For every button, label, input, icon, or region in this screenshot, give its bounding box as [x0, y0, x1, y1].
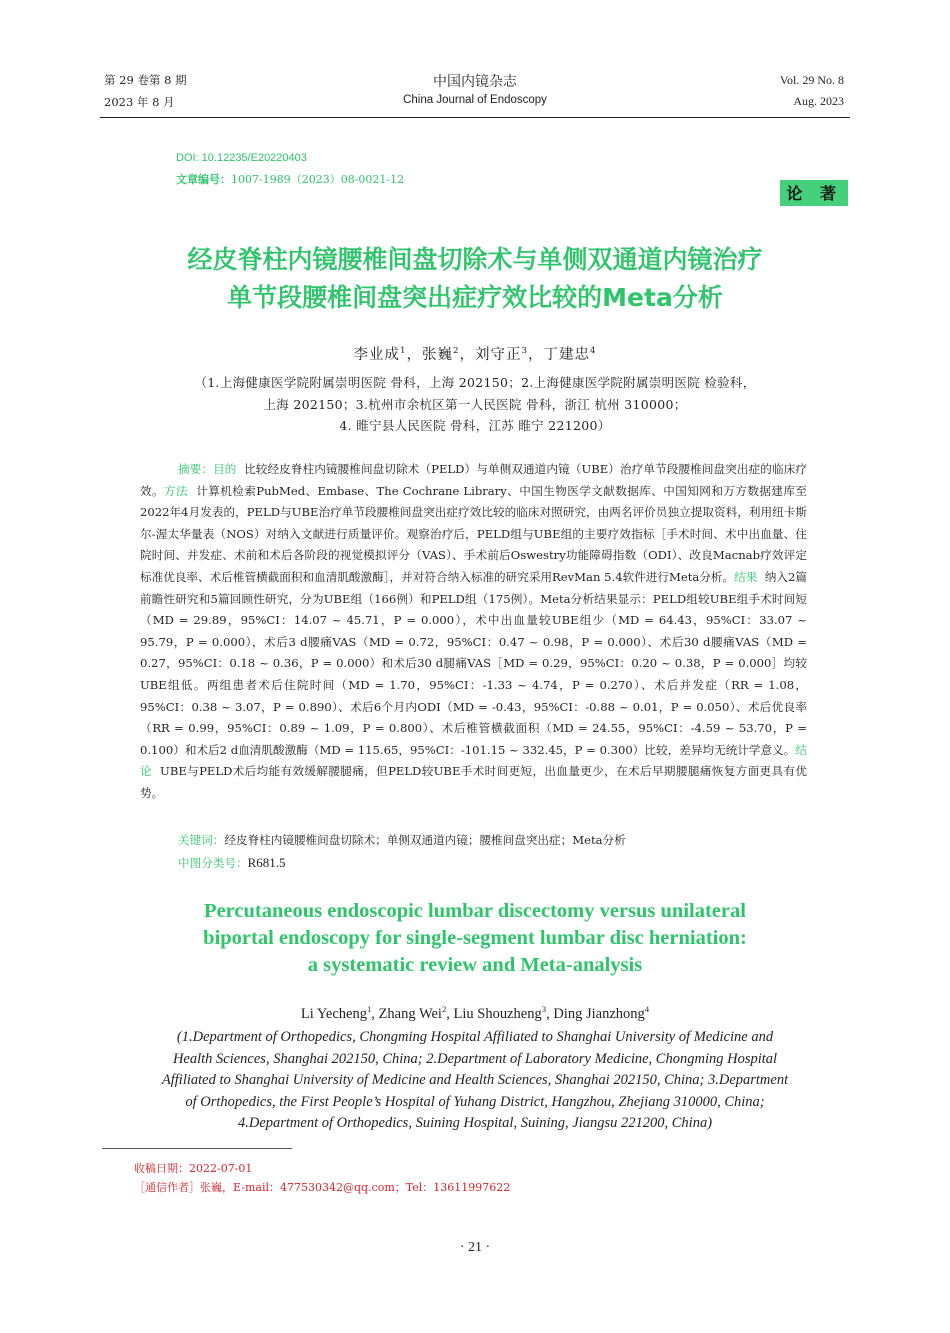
- author-sup: 3: [521, 346, 529, 357]
- methods-label: 方法: [164, 483, 189, 498]
- conclusion-label: 结论: [140, 742, 807, 779]
- conclusion-text: UBE与PELD术后均能有效缓解腰腿痛，但PELD较UBE手术时间更短，出血量更少，在术后早期腰腿痛恢复方面更具有优势。: [140, 764, 807, 800]
- affiliation-cn-line1: （1.上海健康医学院附属崇明医院 骨科，上海 202150；2.上海健康医学院附属崇明医院 检验科，: [194, 375, 756, 390]
- date-en: Aug. 2023: [793, 94, 844, 108]
- article-category-badge: 论 著: [780, 180, 848, 206]
- page-number: · 21 ·: [459, 1240, 491, 1255]
- keywords-line: [178, 832, 626, 848]
- affiliation-en-line2: Health Sciences, Shanghai 202150, China; 2.Department of Laboratory Medicine, Chongming Hospital: [172, 1051, 778, 1067]
- author-sup: 1: [399, 346, 407, 357]
- results-label: 结果: [734, 569, 758, 584]
- title-cn-line1: 经皮脊柱内镜腰椎间盘切除术与单侧双通道内镜治疗: [187, 245, 763, 274]
- affiliation-en-line1: (1.Department of Orthopedics, Chongming Hospital Affiliated to Shanghai University of Medicine and: [176, 1029, 774, 1045]
- header-rule: [100, 117, 850, 118]
- doi-label: DOI:: [176, 152, 202, 164]
- keywords-label: 关键词：: [178, 833, 225, 847]
- affiliation-cn-line3: 4. 睢宁县人民医院 骨科，江苏 睢宁 221200）: [339, 418, 611, 433]
- author-en: Liu Shouzheng: [453, 1005, 542, 1022]
- corresponding-author: ［通信作者］张巍，E-mail：477530342@qq.com；Tel：13611997622: [134, 1181, 511, 1194]
- doi-value[interactable]: 10.12235/E20220403: [201, 152, 307, 164]
- clc-value: R681.5: [247, 855, 286, 870]
- objective-text: 比较经皮脊柱内镜腰椎间盘切除术（PELD）与单侧双通道内镜（UBE）治疗单节段腰椎间盘突出症的临床疗效。: [140, 462, 807, 498]
- abstract-body: [140, 459, 807, 805]
- volume-issue-en: Vol. 29 No. 8: [779, 73, 844, 87]
- author-en: Ding Jianzhong: [553, 1005, 645, 1022]
- author-en: Li Yecheng: [300, 1005, 367, 1022]
- affiliation-cn-line2: 上海 202150；3.杭州市余杭区第一人民医院 骨科，浙江 杭州 310000；: [263, 397, 687, 412]
- journal-name-cn: 中国内镜杂志: [433, 74, 517, 90]
- author-cn: 丁建忠: [543, 347, 591, 363]
- author-sup: 1: [366, 1004, 372, 1014]
- author-sup: 2: [452, 346, 460, 357]
- author-sup: 2: [441, 1004, 447, 1014]
- article-number-line: [176, 171, 404, 187]
- authors-en: Li Yecheng$^1$, Zhang Wei$^2$, Liu Shouzheng$^3$, Ding Jianzhong$^4$: [300, 1004, 650, 1022]
- article-number-value: 1007-1989（2023）08-0021-12: [231, 173, 405, 186]
- volume-issue: 第 29 卷第 8 期: [104, 73, 187, 87]
- title-en-line3: a systematic review and Meta-analysis: [307, 954, 643, 976]
- clc-label: 中图分类号：: [178, 856, 248, 870]
- abstract-label: 摘要：: [178, 462, 214, 476]
- affiliation-en-line5: 4.Department of Orthopedics, Suining Hospital, Suining, Jiangsu 221200, China): [237, 1115, 713, 1131]
- received-date: 收稿日期：2022-07-01: [134, 1162, 253, 1175]
- footnote-rule: [102, 1148, 292, 1149]
- title-en-line1: Percutaneous endoscopic lumbar discectomy versus unilateral: [204, 900, 746, 922]
- journal-name-en: China Journal of Endoscopy: [403, 94, 547, 106]
- affiliation-en-line4: of Orthopedics, the First People’s Hospital of Yuhang District, Hangzhou, Zhejiang 310000, China;: [185, 1094, 765, 1110]
- methods-text: 计算机检索PubMed、Embase、The Cochrane Library、中国生物医学文献数据库、中国知网和万方数据建库至2022年4月发表的，PELD与UBE治疗单节段腰椎间盘突出症疗效比较的临床对照研究，由两名评价员独立提取资料，利用纽卡斯尔-渥太华量表（NOS）对纳入文献进行质量评价。观察治疗后，PELD组与UBE组的主要疗效指标［手术时间、术中出血量、住院时间、并发症、术前和术后各阶段的视觉模拟评分（VAS）、手术前后Oswestry功能障碍指数（ODI）、改良Macnab疗效评定标准优良率、术后椎管横截面积和血清肌酸激酶］，并对符合纳入标准的研究采用RevMan 5.4软件进行Meta分析。: [140, 483, 807, 584]
- affiliation-en-line3: Affiliated to Shanghai University of Medicine and Health Sciences, Shanghai 202150, China; 3.Department: [161, 1072, 789, 1088]
- author-sup: 4: [644, 1004, 650, 1014]
- author-cn: 李业成: [353, 347, 400, 363]
- author-sup: 4: [590, 346, 597, 357]
- clc-line: [178, 855, 286, 871]
- abstract: [140, 459, 807, 805]
- author-en: Zhang Wei: [378, 1005, 442, 1022]
- article-number-label: 文章编号：: [176, 173, 231, 186]
- results-text: 纳入2篇前瞻性研究和5篇回顾性研究，分为UBE组（166例）和PELD组（175例）。Meta分析结果显示：PELD组较UBE组手术时间短（MD = 29.89，95%CI：14.07 ~ 45.71，P = 0.000），术中出血量较UBE组少（MD = 64.43，95%CI：33.07 ~ 95.79，P = 0.000），术后3 d腰痛VAS（MD = 0.72，95%CI：0.47 ~ 0.98，P = 0.000）、术后30 d腰痛VAS（MD = 0.27，95%CI：0.18 ~ 0.36，P = 0.000）和术后30 d腿痛VAS［MD = 0.29，95%CI：0.20 ~ 0.38，P = 0.000］均较UBE组低。两组患者术后住院时间（MD = 1.70，95%CI：-1.33 ~ 4.74，P = 0.270）、术后并发症（RR = 1.08，95%CI：0.38 ~ 3.07，P = 0.890）、术后6个月内ODI（MD = -0.43，95%CI：-0.88 ~ 0.01，P = 0.050）、术后优良率（RR = 0.99，95%CI：0.89 ~ 1.09，P = 0.800）、术后椎管横截面积（MD = 24.55，95%CI：-4.59 ~ 53.70，P = 0.100）和术后2 d血清肌酸激酶（MD = 115.65，95%CI：-101.15 ~ 332.45，P = 0.300）比较，差异均无统计学意义。: [140, 569, 807, 757]
- objective-label: 目的: [213, 462, 237, 476]
- doi-line: [176, 151, 307, 164]
- author-sup: 3: [541, 1004, 547, 1014]
- keywords-text: 经皮脊柱内镜腰椎间盘切除术；单侧双通道内镜；腰椎间盘突出症；Meta分析: [224, 833, 626, 847]
- authors-cn: 李业成$^1$，张巍$^2$，刘守正$^3$，丁建忠$^4$: [353, 346, 597, 363]
- title-cn-line2: 单节段腰椎间盘突出症疗效比较的Meta分析: [227, 283, 723, 312]
- publication-date: 2023 年 8 月: [104, 95, 175, 109]
- author-cn: 刘守正: [475, 347, 522, 363]
- author-cn: 张巍: [421, 347, 453, 363]
- title-en-line2: biportal endoscopy for single-segment lumbar disc herniation:: [203, 927, 747, 949]
